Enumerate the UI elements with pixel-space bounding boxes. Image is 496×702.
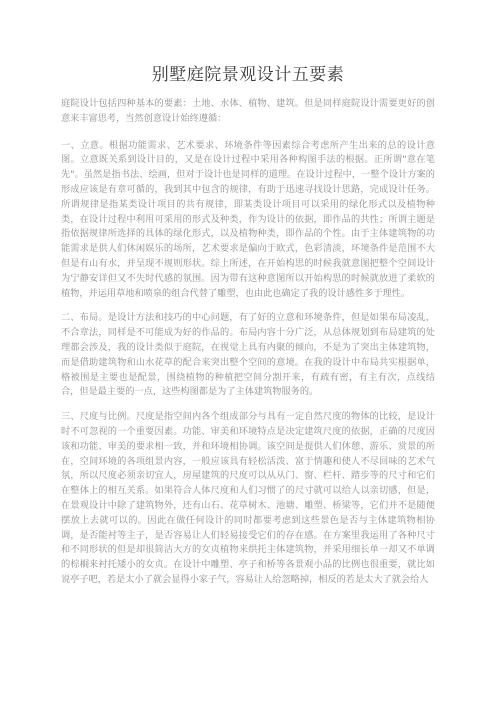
- section-paragraph-scale: 三、尺度与比例。尺度是指空间内各个组成部分与具有一定自然尺度的物体的比较，是设计时不可忽视的一个重要因素。功能、审美和环境特点是决定建筑尺度的依据，正确的尺度因该和功能、审美的要求相一致，并和环境相协调。该空间是提供人们休憩、游乐、赏景的所在，空间环境的各项组景内容，一般应该具有轻松活泼、富于情趣和使人不尽回味的艺术气氛，所以尺度必须亲切宜人，房屋建筑的尺度可以从从门、窗、栏杆、踏步等的尺寸和它们在整体上的相互关系。如果符合人体尺度和人们习惯了的尺寸就可以给人以亲切感，但是，在景观设计中除了建筑物外，还有山石、花草树木、池塘、雕塑、桥梁等，它们并不是随便摆放上去就可以的。因此在做任何设计的同时都要考虑到这些景色是否与主体建筑物相协调，是否能衬等主子，是否容易让人们轻易接受它们的存在感。在方案里我运用了各种尺寸和不同形状的但是却很简洁大方的女贞植物来烘托主体建筑物，并采用细长单一却又不单调的棕榈来衬托矮小的女贞。在设计中雕塑、亭子和桥等各景观小品的比例也很重要，就比如说亭子吧，若是太小了就会显得小家子气，容易让人给忽略掉，相反的若是太大了就会给人: [61, 411, 435, 585]
- section-paragraph-concept: 一、立意。根据功能需求、艺术要求、环境条件等因素综合考虑所产生出来的总的设计意图。立意既关系到设计目的，又是在设计过程中采用各种构图手法的根据。正所谓"意在笔先"。虽然是指书法、绘画，但对于设计也是同样的道理。在设计过程中，一整个设计方案的形成应该是有章可循的，我到其中包含的规律，有助于迅速寻找设计思路，完成设计任务。所谓规律是指某类设计项目的共有规律，即某类设计项目可以采用的绿化形式以及植物种类，在设计过程中利用可采用的形式及种类，作为设计的依据，即作品的共性；所谓主题是指依据规律所选择的具体的绿化形式，以及植物种类，即作品的个性。由于主体建筑物的功能需求是供人们休闲娱乐的场所，艺术要求是偏向于欧式，色彩清淡，环境条件是范围不大但是有山有水，并呈现不规则形状。综上所述，在开始构思的时候我就意图把整个空间设计为宁静安详但又不失时代感的氛围。因为带有这种意图所以开始构思的时候就放进了柔软的植物，并运用草地和喷泉的组合代替了雕塑，也由此也确定了我的设计感性多于理性。: [61, 139, 435, 299]
- section-paragraph-layout: 二、布局。是设计方法和技巧的中心问题，有了好的立意和环境条件，但是如果布局凌乱，不合章法，同样是不可能成为好的作品的。布局内容十分广泛，从总体规划到布局建筑的处理都会涉及，我的设计类似于庭院，在视觉上具有内聚的倾向，不是为了突出主体建筑物，而是借助建筑物和山水花草的配合来突出整个空间的意境。在我的设计中布局共实根据单，格被围是主要也是配景，围绕植物的种植把空间分割开来，有疏有密，有主有次，点线结合，但是最主要的一点，这些构图都是为了主体建筑物服务的。: [61, 312, 435, 398]
- intro-paragraph: 庭院设计包括四种基本的要素：土地、水体、植物、建筑。但是同样庭院设计需要更好的创意来丰富思考，当然创意设计始终遵循：: [61, 98, 435, 124]
- document-body: [61, 97, 435, 598]
- document-title: 别墅庭院景观设计五要素: [151, 65, 345, 85]
